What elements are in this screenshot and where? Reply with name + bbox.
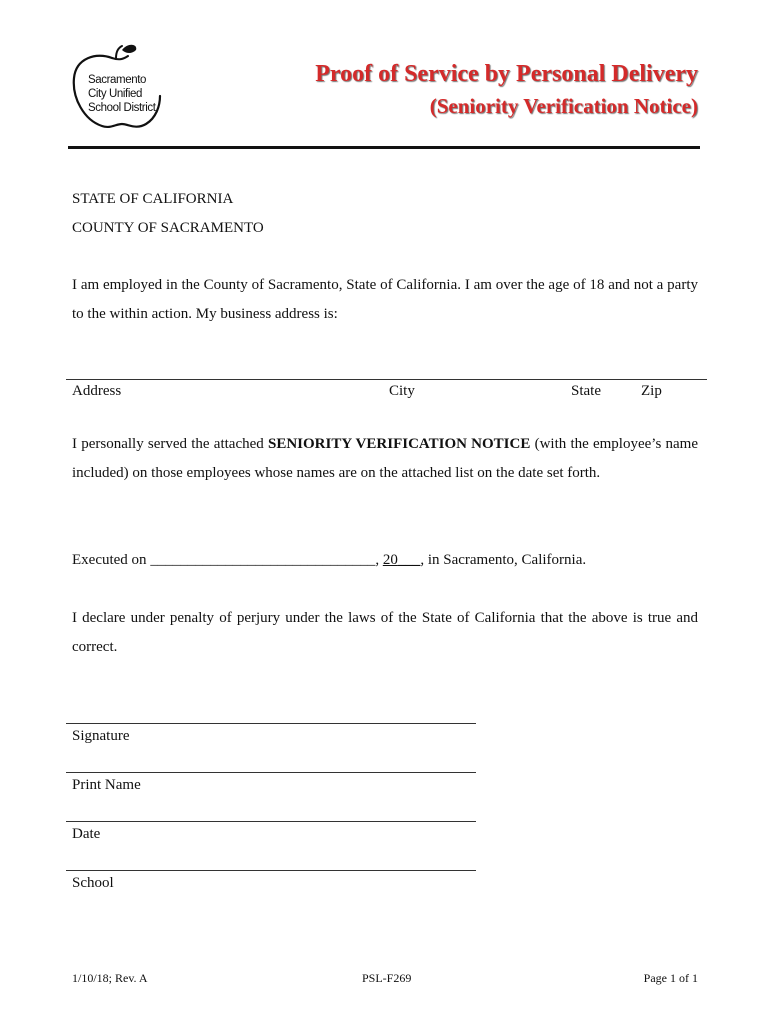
city-label: City — [389, 383, 415, 399]
footer-form-number: PSL-F269 — [362, 971, 412, 985]
signature-label: Signature — [72, 728, 130, 744]
district-logo — [66, 44, 176, 130]
apple-icon — [66, 44, 176, 130]
logo-line-2: City Unified — [88, 88, 142, 100]
school-line[interactable] — [66, 870, 476, 871]
executed-year-field[interactable] — [383, 552, 421, 568]
address-line[interactable] — [66, 379, 707, 380]
executed-comma: , — [375, 552, 383, 568]
venue-county: COUNTY OF SACRAMENTO — [72, 220, 264, 236]
page-subtitle: (Seniority Verification Notice) — [429, 94, 698, 118]
page-title: Proof of Service by Personal Delivery — [315, 61, 698, 87]
service-suffix: (with the employee’s name included) on those employees whose names are on the attached list on the date set forth. — [72, 436, 698, 481]
state-label: State — [571, 383, 601, 399]
date-line[interactable] — [66, 821, 476, 822]
service-paragraph — [72, 430, 698, 488]
executed-date-blank[interactable]: ______________________________ — [150, 552, 376, 568]
header-divider — [68, 146, 700, 149]
school-label: School — [72, 875, 114, 891]
intro-paragraph: I am employed in the County of Sacramento, State of California. I am over the age of 18 and not a party to the within action. My business address is: — [72, 277, 698, 322]
executed-line — [72, 551, 586, 569]
print-name-line[interactable] — [66, 772, 476, 773]
logo-line-1: Sacramento — [88, 74, 147, 86]
address-label: Address — [72, 383, 122, 399]
executed-label: Executed on — [72, 552, 151, 568]
service-prefix: I personally served the attached — [72, 436, 268, 452]
venue-state: STATE OF CALIFORNIA — [72, 191, 234, 207]
zip-label: Zip — [641, 383, 662, 399]
footer-page-number: Page 1 of 1 — [643, 971, 698, 985]
executed-year-blank: ___ — [397, 552, 421, 568]
logo-line-3: School District — [88, 102, 156, 114]
footer-revision: 1/10/18; Rev. A — [72, 971, 148, 985]
print-name-label: Print Name — [72, 777, 141, 793]
signature-line[interactable] — [66, 723, 476, 724]
notice-name: SENIORITY VERIFICATION NOTICE — [267, 436, 531, 452]
executed-place: , in Sacramento, California. — [420, 552, 587, 568]
executed-year-prefix: 20 — [382, 552, 398, 568]
declaration-paragraph: I declare under penalty of perjury under the laws of the State of California that the above is true and correct. — [72, 610, 698, 655]
date-label: Date — [72, 826, 101, 842]
